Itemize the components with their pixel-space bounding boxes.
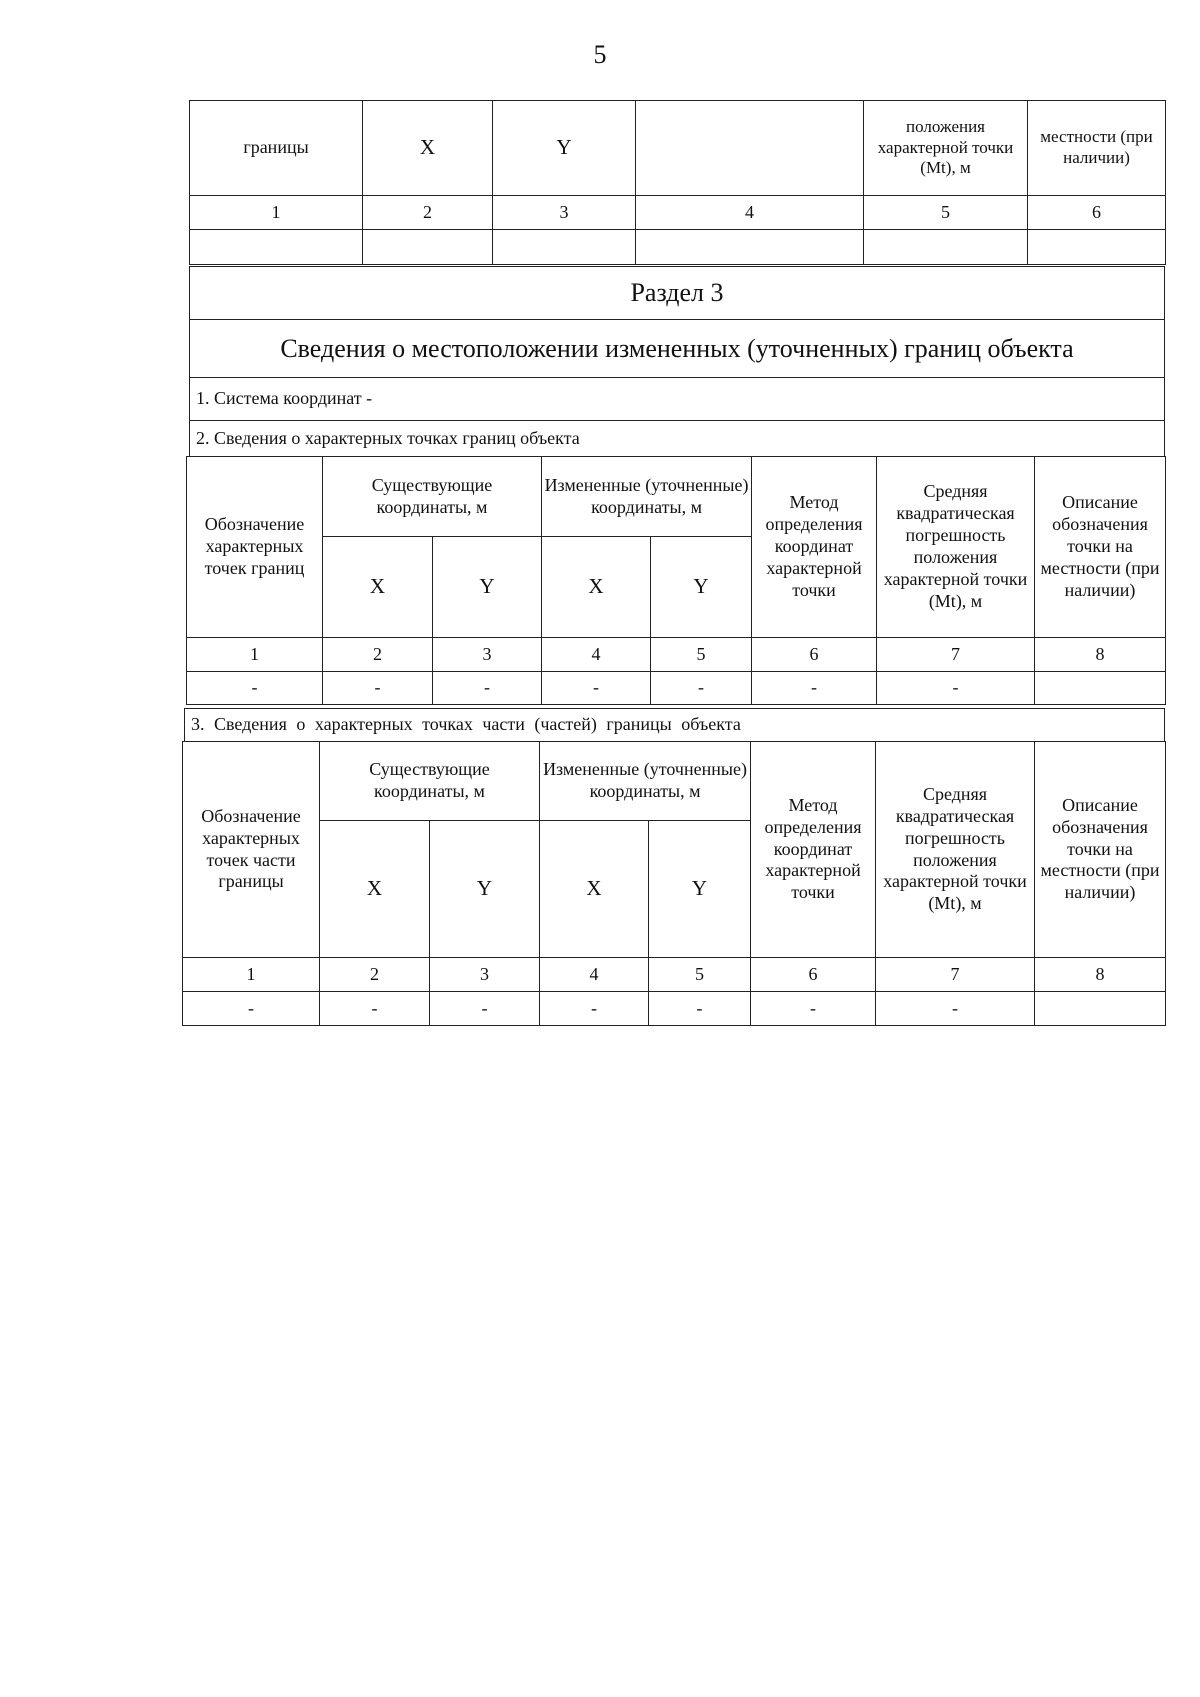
header-changed-coords: Измененные (уточненные) координаты, м xyxy=(542,457,752,537)
data-cell xyxy=(493,230,636,265)
data-cell xyxy=(636,230,864,265)
number-cell: 6 xyxy=(751,958,876,992)
number-cell: 2 xyxy=(320,958,430,992)
header-changed-coords: Измененные (уточненные) координаты, м xyxy=(540,742,751,821)
header-existing-coords: Существующие координаты, м xyxy=(320,742,540,821)
number-cell: 5 xyxy=(649,958,751,992)
part-heading-table xyxy=(184,708,1165,742)
header-designation: Обозначение характерных точек границ xyxy=(187,457,323,638)
section-title: Раздел 3 xyxy=(190,267,1165,320)
data-cell: - xyxy=(542,672,651,705)
data-cell: - xyxy=(649,992,751,1026)
table-header-row xyxy=(187,457,1166,537)
number-cell: 6 xyxy=(1028,196,1166,230)
data-cell xyxy=(864,230,1028,265)
number-cell: 4 xyxy=(542,638,651,672)
table-number-row xyxy=(183,958,1166,992)
number-cell: 2 xyxy=(363,196,493,230)
header-designation: Обозначение характерных точек части границы xyxy=(183,742,320,958)
section-subtitle: Сведения о местоположении измененных (уточненных) границ объекта xyxy=(190,320,1165,378)
table-header-row xyxy=(190,101,1166,196)
points-heading: 2. Сведения о характерных точках границ объекта xyxy=(190,421,1165,457)
part-points-table xyxy=(182,741,1166,1026)
header-cell: Y xyxy=(493,101,636,196)
section3-header xyxy=(189,266,1165,457)
header-description: Описание обозначения точки на местности (при наличии) xyxy=(1035,457,1166,638)
data-cell: - xyxy=(187,672,323,705)
part-heading: 3. Сведения о характерных точках части (частей) границы объекта xyxy=(185,709,1165,742)
data-cell xyxy=(1035,992,1166,1026)
header-x: X xyxy=(542,537,651,638)
data-cell: - xyxy=(433,672,542,705)
header-method: Метод определения координат характерной точки xyxy=(751,742,876,958)
header-cell: местности (при наличии) xyxy=(1028,101,1166,196)
table-number-row xyxy=(190,196,1166,230)
number-cell: 8 xyxy=(1035,638,1166,672)
data-cell: - xyxy=(323,672,433,705)
table-row xyxy=(187,672,1166,705)
number-cell: 6 xyxy=(752,638,877,672)
data-cell: - xyxy=(320,992,430,1026)
header-y: Y xyxy=(651,537,752,638)
data-cell: - xyxy=(876,992,1035,1026)
header-x: X xyxy=(540,821,649,958)
header-y: Y xyxy=(649,821,751,958)
data-cell xyxy=(190,230,363,265)
header-y: Y xyxy=(433,537,542,638)
header-error: Средняя квадратическая погрешность положения характерной точки (Mt), м xyxy=(876,742,1035,958)
number-cell: 3 xyxy=(493,196,636,230)
header-cell xyxy=(636,101,864,196)
number-cell: 8 xyxy=(1035,958,1166,992)
header-cell: границы xyxy=(190,101,363,196)
number-cell: 2 xyxy=(323,638,433,672)
continuation-table xyxy=(189,100,1166,265)
header-x: X xyxy=(323,537,433,638)
header-description: Описание обозначения точки на местности (при наличии) xyxy=(1035,742,1166,958)
data-cell: - xyxy=(430,992,540,1026)
header-x: X xyxy=(320,821,430,958)
number-cell: 5 xyxy=(651,638,752,672)
number-cell: 1 xyxy=(187,638,323,672)
table-number-row xyxy=(187,638,1166,672)
header-error: Средняя квадратическая погрешность положения характерной точки (Mt), м xyxy=(877,457,1035,638)
data-cell: - xyxy=(540,992,649,1026)
data-cell xyxy=(1028,230,1166,265)
number-cell: 7 xyxy=(877,638,1035,672)
data-cell: - xyxy=(651,672,752,705)
data-cell: - xyxy=(751,992,876,1026)
number-cell: 1 xyxy=(190,196,363,230)
table-header-row xyxy=(183,742,1166,821)
data-cell: - xyxy=(752,672,877,705)
number-cell: 5 xyxy=(864,196,1028,230)
table-row xyxy=(183,992,1166,1026)
header-cell: положения характерной точки (Mt), м xyxy=(864,101,1028,196)
header-y: Y xyxy=(430,821,540,958)
number-cell: 4 xyxy=(540,958,649,992)
table-row xyxy=(190,230,1166,265)
number-cell: 3 xyxy=(430,958,540,992)
data-cell xyxy=(1035,672,1166,705)
page-number: 5 xyxy=(593,40,607,69)
number-cell: 4 xyxy=(636,196,864,230)
coordinate-system-row: 1. Система координат - xyxy=(190,378,1165,421)
data-cell: - xyxy=(877,672,1035,705)
data-cell xyxy=(363,230,493,265)
number-cell: 1 xyxy=(183,958,320,992)
number-cell: 7 xyxy=(876,958,1035,992)
header-cell: X xyxy=(363,101,493,196)
number-cell: 3 xyxy=(433,638,542,672)
points-table xyxy=(186,456,1166,705)
header-existing-coords: Существующие координаты, м xyxy=(323,457,542,537)
header-method: Метод определения координат характерной точки xyxy=(752,457,877,638)
data-cell: - xyxy=(183,992,320,1026)
